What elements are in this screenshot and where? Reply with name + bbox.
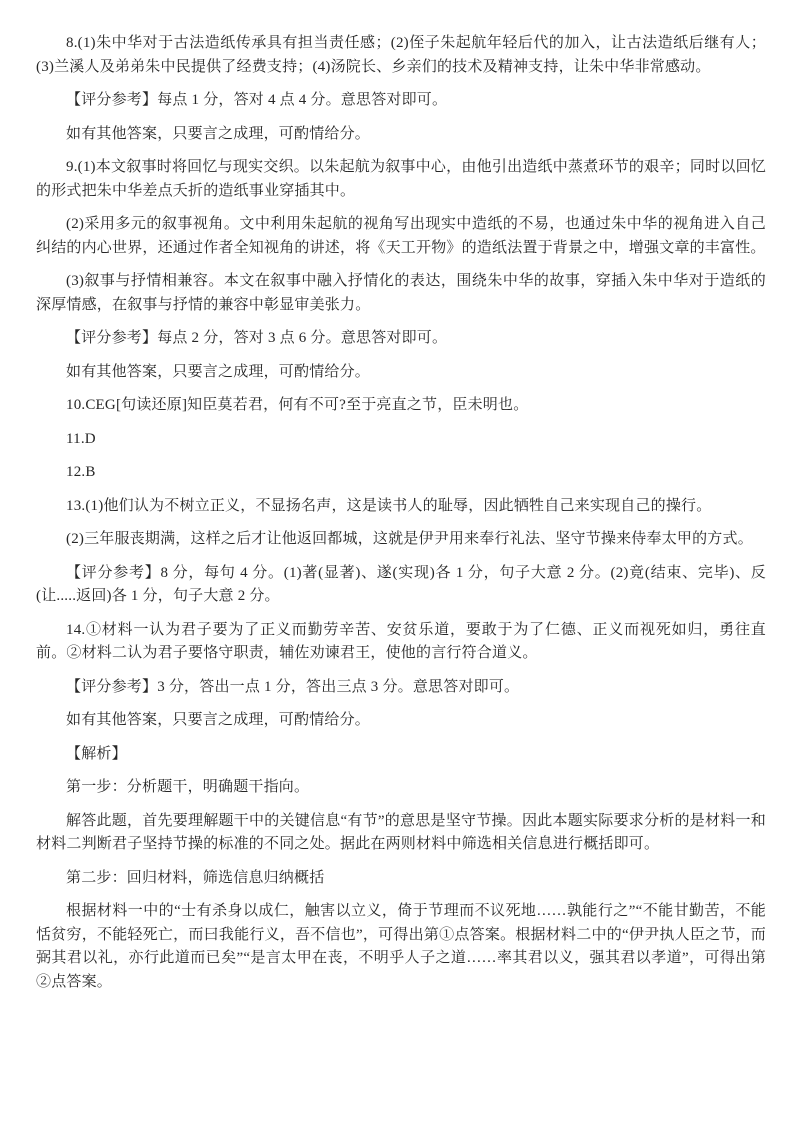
analysis-step1-heading: 第一步：分析题干，明确题干指向。 [66,779,310,795]
answer-14: 14.①材料一认为君子要为了正义而勤劳辛苦、安贫乐道，要敢于为了仁德、正义而视死如归，勇往直前。②材料二认为君子要恪守职责，辅佐劝谏君王，使他的言行符合道义。 [36,621,766,661]
analysis-heading: 【解析】 [66,745,127,762]
answer-13-part1: 13.(1)他们认为不树立正义，不显扬名声，这是读书人的耻辱，因此牺牲自己来实现自己的操行。 [66,497,712,514]
analysis-step2-body: 根据材料一中的“士有杀身以成仁，触害以立义，倚于节理而不议死地……孰能行之”“不能甘勤苦，不能恬贫穷，不能轻死亡，而曰我能行义，吾不信也”，可得出第①点答案。根据材料二中的“伊尹执人臣之节，而弼其君以礼，亦行此道而已矣”“是言太甲在丧，不明乎人子之道……率其君以义，强其君以孝道”，可得出第②点答案。 [36,903,766,990]
answer-10: 10.CEG[句读还原]知臣莫若君，何有不可?至于亮直之节，臣未明也。 [66,397,529,413]
other-answers-note-9: 如有其他答案，只要言之成理，可酌情给分。 [66,363,371,380]
answer-8: 8.(1)朱中华对于古法造纸传承具有担当责任感；(2)侄子朱起航年轻后代的加入，让古法造纸后继有人；(3)兰溪人及弟弟朱中民提供了经费支持；(4)汤院长、乡亲们的技术及精神支持，让朱中华非常感动。 [36,35,766,75]
other-answers-note-14: 如有其他答案，只要言之成理，可酌情给分。 [66,712,371,728]
scoring-note-8: 【评分参考】每点 1 分，答对 4 点 4 分。意思答对即可。 [66,92,448,108]
answer-9-part3: (3)叙事与抒情相兼容。本文在叙事中融入抒情化的表达，围绕朱中华的故事，穿插入朱中华对于造纸的深厚情感，在叙事与抒情的兼容中彰显审美张力。 [36,273,766,313]
other-answers-note-8: 如有其他答案，只要言之成理，可酌情给分。 [66,125,371,142]
answer-11: 11.D [66,430,96,447]
scoring-note-9: 【评分参考】每点 2 分，答对 3 点 6 分。意思答对即可。 [66,330,448,346]
scoring-note-14: 【评分参考】3 分，答出一点 1 分，答出三点 3 分。意思答对即可。 [66,678,520,695]
answer-13-part2: (2)三年服丧期满，这样之后才让他返回都城，这就是伊尹用来奉行礼法、坚守节操来侍奉太甲的方式。 [66,531,753,547]
scoring-note-13: 【评分参考】8 分，每句 4 分。(1)著(显著)、遂(实现)各 1 分，句子大意 2 分。(2)竟(结束、完毕)、反(让.....返回)各 1 分，句子大意 2 分。 [36,564,766,604]
analysis-step1-body: 解答此题，首先要理解题干中的关键信息“有节”的意思是坚守节操。因此本题实际要求分析的是材料一和材料二判断君子坚持节操的标准的不同之处。据此在两则材料中筛选相关信息进行概括即可。 [36,812,766,852]
answer-9-part1: 9.(1)本文叙事时将回忆与现实交织。以朱起航为叙事中心，由他引出造纸中蒸煮环节的艰辛；同时以回忆的形式把朱中华差点夭折的造纸事业穿插其中。 [36,159,766,199]
answer-12: 12.B [66,464,96,480]
analysis-step2-heading: 第二步：回归材料，筛选信息归纳概括 [66,869,325,886]
answer-9-part2: (2)采用多元的叙事视角。文中利用朱起航的视角写出现实中造纸的不易，也通过朱中华的视角进入自己纠结的内心世界，还通过作者全知视角的讲述，将《天工开物》的造纸法置于背景之中，增强文章的丰富性。 [36,216,766,256]
